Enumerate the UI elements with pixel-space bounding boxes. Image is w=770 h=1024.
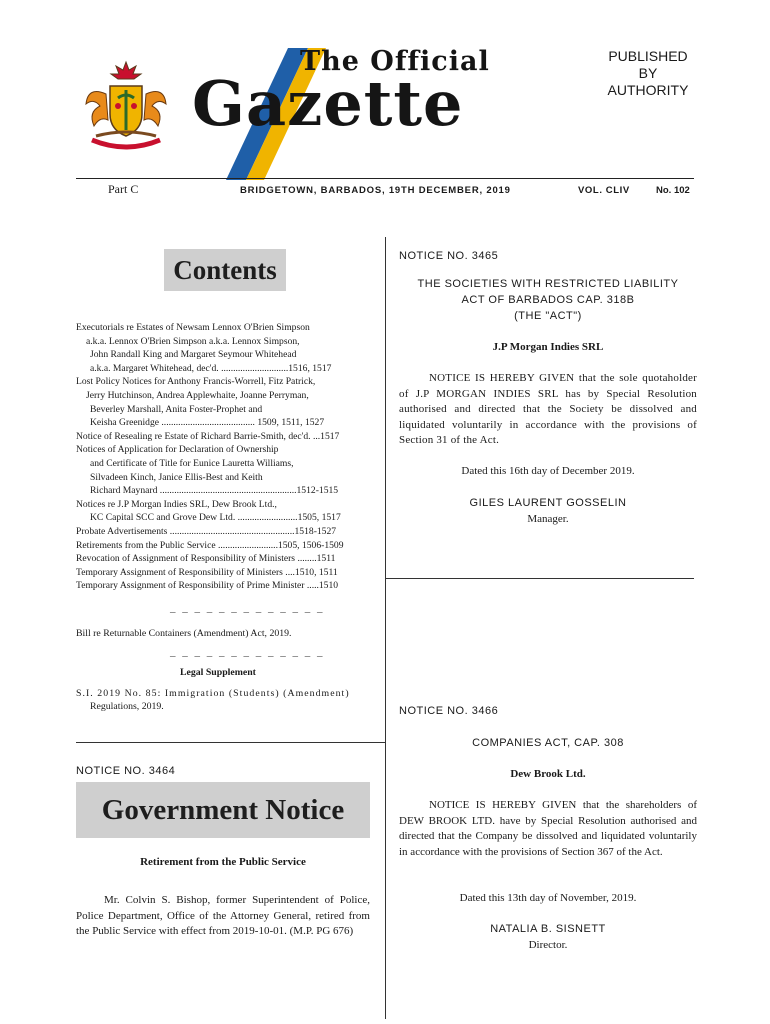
notice-body: Mr. Colvin S. Bishop, former Superintendent of Police, Police Department, Office of the Attorney General, retired from the Public Service with effect from 2019-10-01. (M.P. PG 676): [76, 894, 370, 937]
legal-supplement-heading: Legal Supplement: [180, 667, 256, 678]
notice-body: NOTICE IS HEREBY GIVEN that the sole quotaholder of J.P MORGAN INDIES SRL has by Special Resolution authorised and directed that the Society be dissolved and liquidated voluntarily in accordance with the provisions of Section 31 of the Act.: [399, 372, 697, 446]
toc-entry: Retirements from the Public Service .........................1505, 1506-1509: [76, 539, 344, 551]
part-label: Part C: [108, 182, 139, 196]
toc-entry: Lost Policy Notices for Anthony Francis-Worrell, Fitz Patrick, Jerry Hutchinson, Andrea Applewhaite, Joanne Perryman, Beverley Marshall, Anita Foster-Prophet and Keisha Greenidge ....................................... 1509, 1511, 1527: [76, 376, 325, 429]
notice-number: NOTICE NO. 3466: [399, 705, 499, 717]
notice-number: NOTICE NO. 3464: [76, 765, 176, 777]
divider-left-bottom: [76, 742, 385, 743]
toc-entry: Temporary Assignment of Responsibility of Ministers ....1510, 1511: [76, 566, 338, 578]
act-title: THE SOCIETIES WITH RESTRICTED LIABILITY: [417, 278, 679, 290]
toc-entry: Revocation of Assignment of Responsibility of Ministers ........1511: [76, 553, 336, 565]
company-name: J.P Morgan Indies SRL: [492, 341, 604, 353]
divider-right-middle: [385, 578, 694, 579]
column-divider: [385, 237, 386, 1019]
dated-line: Dated this 16th day of December 2019.: [461, 465, 635, 477]
signatory-role: Manager.: [527, 513, 569, 525]
notice-number: NOTICE NO. 3465: [399, 250, 499, 262]
table-of-contents: [76, 321, 371, 593]
toc-entry: Temporary Assignment of Responsibility of Prime Minister .....1510: [76, 580, 339, 592]
signatory-role: Director.: [528, 939, 568, 951]
government-notice-banner: Government Notice: [76, 782, 370, 838]
toc-entry: Notice of Resealing re Estate of Richard Barrie-Smith, dec'd. ...1517: [76, 430, 340, 442]
toc-entry: Notices re J.P Morgan Indies SRL, Dew Brook Ltd., KC Capital SCC and Grove Dew Ltd. .........................1505, 1517: [76, 498, 341, 524]
separator-dashes: – – – – – – – – – – – – –: [170, 650, 325, 662]
toc-entry: Executorials re Estates of Newsam Lennox O'Brien Simpson a.k.a. Lennox O'Brien Simpson a.k.a. Lennox Simpson, John Randall King and Margaret Seymour Whitehead a.k.a. Margaret Whitehead, dec'd. ............................1516, 1517: [76, 322, 332, 374]
act-title: ACT OF BARBADOS CAP. 318B: [461, 294, 635, 306]
act-title: COMPANIES ACT, CAP. 308: [472, 737, 624, 749]
place-date: BRIDGETOWN, BARBADOS, 19TH DECEMBER, 2019: [240, 185, 511, 196]
header-rule: [76, 178, 694, 179]
published-by-authority: PUBLISHED BY AUTHORITY: [607, 48, 689, 98]
volume-label: VOL. CLIV: [578, 185, 630, 196]
statutory-instrument: S.I. 2019 No. 85: Immigration (Students) (Amendment): [76, 688, 350, 699]
dated-line: Dated this 13th day of November, 2019.: [459, 892, 637, 904]
signatory: NATALIA B. SISNETT: [490, 923, 606, 935]
contents-heading: Contents: [164, 249, 286, 291]
bill-notice: Bill re Returnable Containers (Amendment) Act, 2019.: [76, 628, 292, 639]
company-name: Dew Brook Ltd.: [510, 768, 586, 780]
barbados-coat-of-arms-icon: [76, 56, 176, 156]
toc-entry: Probate Advertisements ....................................................1518-1527: [76, 525, 337, 537]
act-title: (THE "ACT"): [514, 310, 582, 322]
notice-heading: Retirement from the Public Service: [140, 856, 306, 868]
separator-dashes: – – – – – – – – – – – – –: [170, 606, 325, 618]
gazette-title-the-official: The Official: [300, 46, 490, 77]
statutory-instrument-cont: Regulations, 2019.: [90, 701, 164, 712]
toc-entry: Notices of Application for Declaration of Ownership and Certificate of Title for Eunice Lauretta Williams, Silvadeen Kinch, Janice Ellis-Best and Keith Richard Maynard .........................................................1512-1515: [76, 444, 339, 497]
gazette-title: Gazette: [192, 67, 464, 140]
issue-number: No. 102: [656, 185, 690, 196]
signatory: GILES LAURENT GOSSELIN: [469, 497, 627, 509]
notice-body: NOTICE IS HEREBY GIVEN that the shareholders of DEW BROOK LTD. have by Special Resolution authorised and directed that the Company be dissolved and liquidated voluntarily in accordance with the provisions of Section 367 of the Act.: [399, 799, 697, 858]
